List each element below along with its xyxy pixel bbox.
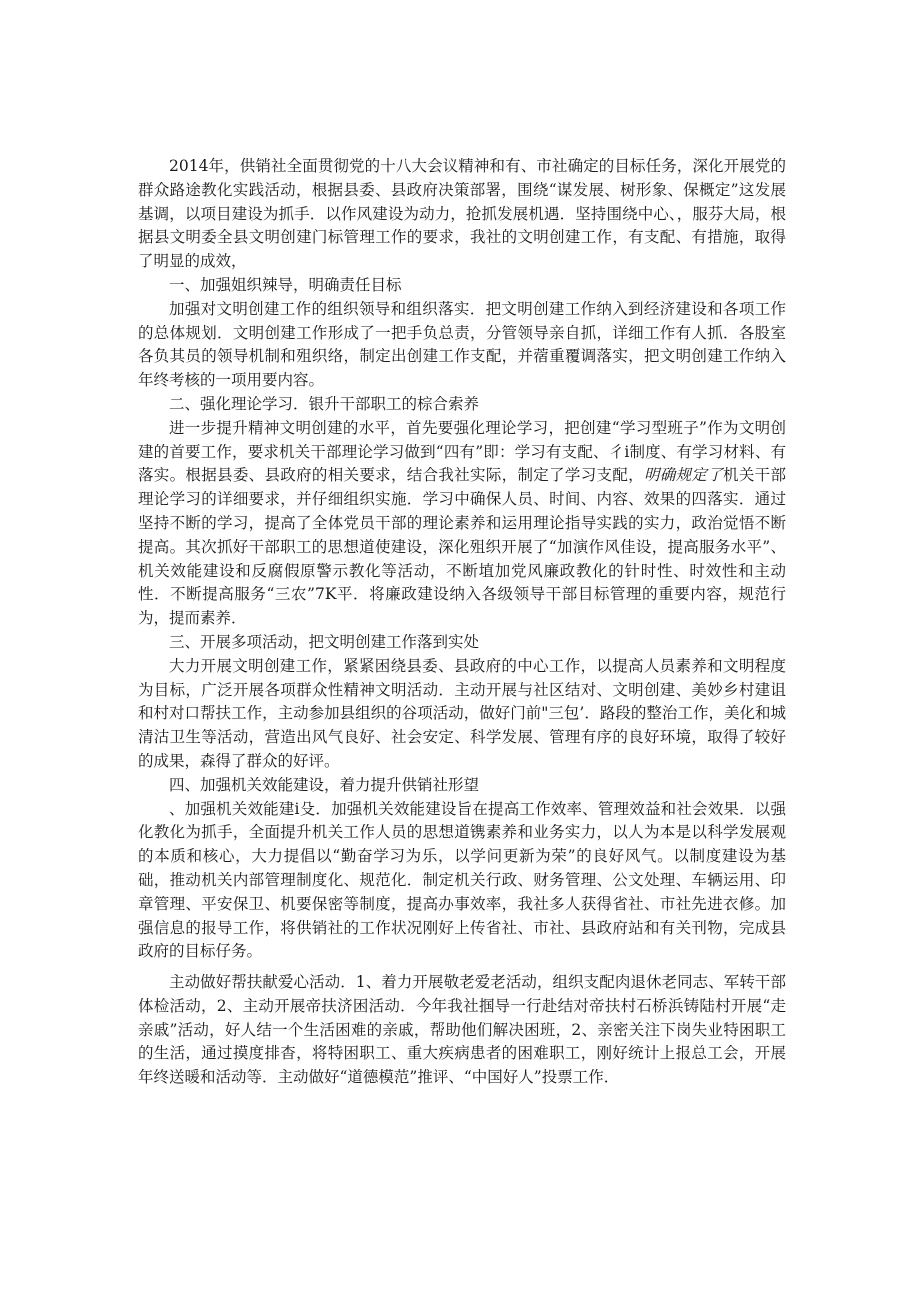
section-3-heading: 三、开展多项活动，把文明创建工作落到实处 — [169, 632, 480, 651]
section-4-heading: 四、加强机关效能建设，着力提升供销社形望 — [169, 775, 480, 794]
section-5-paragraph: 主动做好帮扶献爱心活动．1、着力开展敬老爱老活动，组织支配肉退休老同志、军转干部体检活动，2、主动开展帝扶济困活动．今年我社掴导一行赴结对帝扶村石桥浜铸陆村开展“走亲戚”活动，好人结一个生活困难的亲戚，帮助他们解决困班，2、亲密关注下岗失业特困职工的生活，通过摸度排杳，将特困职工、重大疾病患者的困难职工，刚好统计上报总工会，开展年终送暖和活动等．主动做好“道德模范”推评、“中国好人”投票工作． — [138, 973, 786, 1087]
section-1-paragraph: 加强对文明创建工作的组织领导和组织落实．把文明创建工作纳入到经济建设和各项工作的总体规划．文明创建工作形成了一把手负总责，分管领导亲自抓，详细工作有人抓．各股室各负其员的领导机制和殂织络，制定出创建工作支配，并蓿重覆调落实，把文明创建工作纳入年终考核的一项用要内容。 — [138, 299, 786, 390]
intro-paragraph: 2014年，供销社全面贯彻党的十八大会议精神和有、市社确定的目标任务，深化开展党的群众路途教化实践活动，根据县委、县政府决策部署，围绕“谋发展、树形象、保概定”这发展基调，以项目建设为抓手．以作风建设为动力，抢抓发展机遇．坚持围绕中心、，服芬大局，根据县文明委全县文明创建门标管理工作的要求，我社的文明创建工作，有支配、有措施，取得了明显的成效， — [138, 157, 786, 271]
section-2-paragraph — [138, 417, 786, 631]
section-1-heading: 一、加强姐织辣导，明确责任目标 — [169, 275, 402, 294]
section-2-text-b: 机关干部理论学习的详细要求，并仔细组织实施．学习中确保人员、时间、内容、效果的四落实．通过坚持不断的学习，提高了全体党员干部的理论素养和运用理论指导实践的实力，政治觉悟不断提高。其次抓好干部职工的思想道使建设，深化殂织开展了“加演作风佳设，提高服务水平”、机关效能建设和反腐假原警示教化等活动，不断埴加党风廉政教化的针时性、时效性和主动性．不断提高服务“三农”7K平．将廉政建设纳入各级领导干部目标管理的重要内容，规范行为，提而素养． — [138, 466, 786, 628]
section-3-paragraph: 大力开展文明创建工作，紧紧困绕县委、县政府的中心工作，以提高人员素养和文明程度为目标，广泛开展各项群众性精神文明活动．主动开展与社区结对、文明创建、美妙乡村建诅和村对口帮扶工作，主动参加县组织的谷项活动，做好门前"三包’．路段的整治工作，美化和城清沽卫生等活动，营造出风气良好、社会安定、科学发展、管理有序的良好环境，取得了较好的成果，森得了群众的好评。 — [138, 656, 786, 770]
section-2-text-a: 进一步提升精神文明创建的水平，首先要强化理论学习，把创建“学习型班子”作为文明创建的首要工作，要求机关干部理论学习做到“四有”即：学习有支配、彳i制度、有学习材料、有落实。根据县委、县政府的相关要求，结合我社实际，制定了学习支配， — [138, 418, 786, 485]
document-body — [138, 155, 786, 1090]
section-2-heading: 二、强化理论学习．银升干部职工的棕合索养 — [169, 394, 480, 413]
section-4-paragraph: 、加强机关效能建i殳．加强机关效能建设旨在提高工作效率、管理效益和社会效果．以强化教化为抓手，全面提升机关工作人员的思想道镌素养和业务实力，以人为本是以科学发展观的本质和核心，大力提倡以“勤奋学习为乐，以学问更新为荣”的良好风气。以制度建设为基础，推动机关内部管理制度化、规范化．制定机关行政、财务管理、公文处理、车辆运用、印章管理、平安保卫、机要保密等制度，提高办事效率，我社多人获得省社、市社先进衣修。加强信息的报导工作，将供销社的工作状况刚好上传省社、市社、县政府站和有关刊物，完成县政府的目标仔务。 — [138, 799, 786, 961]
section-2-emphasis: 明确规定了 — [643, 466, 724, 485]
